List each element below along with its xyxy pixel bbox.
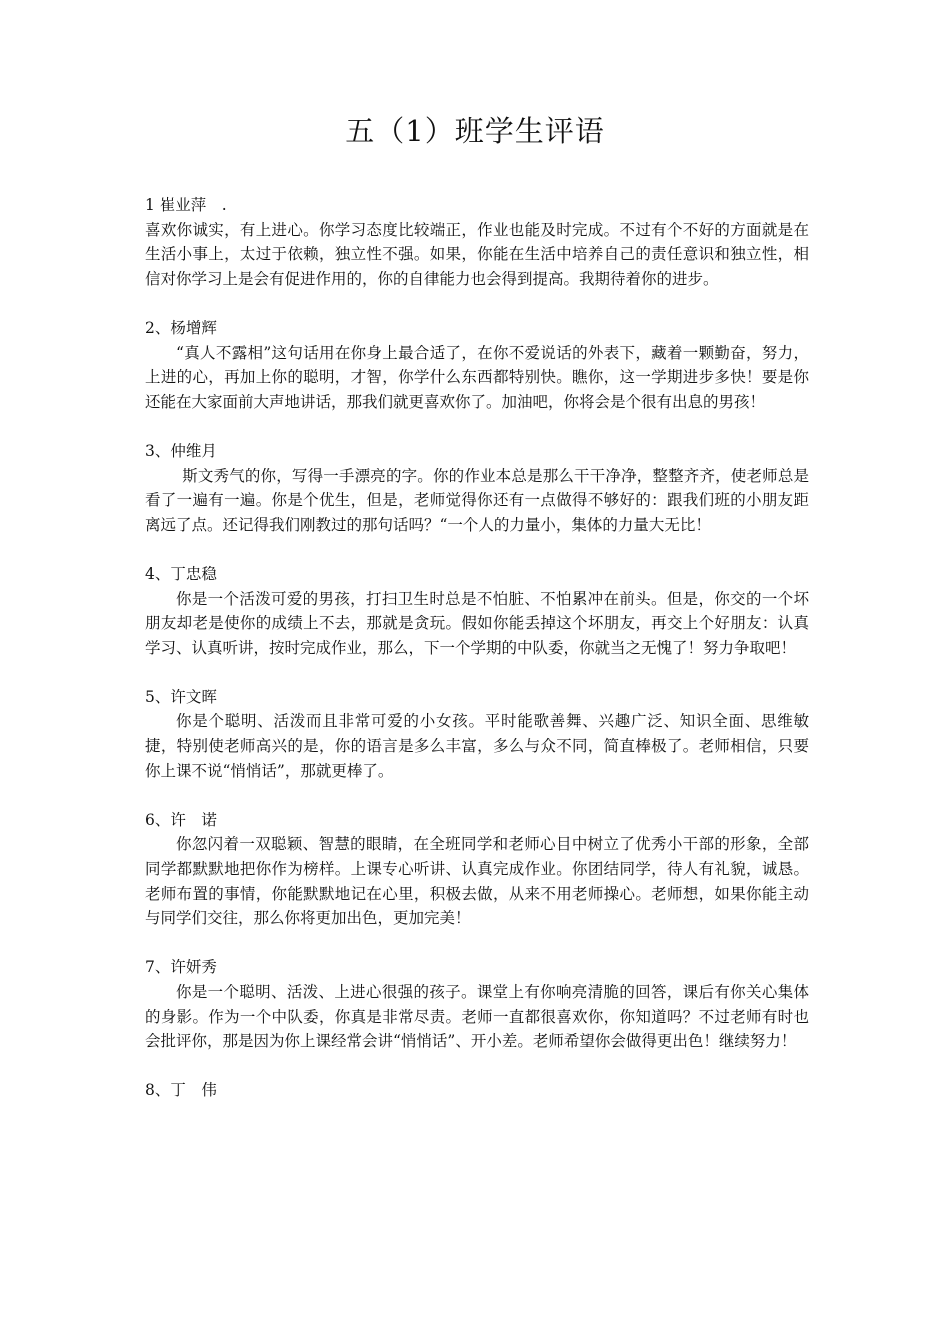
student-comment-1 — [145, 193, 809, 291]
student-comment-4 — [145, 562, 809, 660]
student-comment-text: “真人不露相”这句话用在你身上最合适了，在你不爱说话的外表下，藏着一颗勤奋，努力，上进的心，再加上你的聪明，才智，你学什么东西都特别快。瞧你，这一学期进步多快！要是你还能在大家面前大声地讲话，那我们就更喜欢你了。加油吧，你将会是个很有出息的男孩！ — [145, 343, 809, 411]
student-comment-text: 你是个聪明、活泼而且非常可爱的小女孩。平时能歌善舞、兴趣广泛、知识全面、思维敏捷，特别使老师高兴的是，你的语言是多么丰富，多么与众不同，简直棒极了。老师相信，只要你上课不说“悄悄话”，那就更棒了。 — [145, 712, 809, 780]
comments-list — [145, 193, 809, 1128]
student-comment-text: 你是一个聪明、活泼、上进心很强的孩子。课堂上有你响亮清脆的回答，课后有你关心集体的身影。作为一个中队委，你真是非常尽责。老师一直都很喜欢你，你知道吗？不过老师有时也会批评你，那是因为你上课经常会讲“悄悄话”、开小差。老师希望你会做得更出色！继续努力！ — [145, 983, 809, 1051]
student-comment-6 — [145, 808, 809, 931]
student-heading: 1 崔业萍 . — [145, 196, 227, 214]
student-comment-text: 你忽闪着一双聪颖、智慧的眼睛，在全班同学和老师心目中树立了优秀小干部的形象，全部同学都默默地把你作为榜样。上课专心听讲、认真完成作业。你团结同学，待人有礼貌，诚恳。老师布置的事情，你能默默地记在心里，积极去做，从来不用老师操心。老师想，如果你能主动与同学们交往，那么你将更加出色，更加完美！ — [145, 835, 809, 928]
student-heading: 4、丁忠稳 — [145, 564, 217, 583]
document-title: 五（1）班学生评语 — [345, 114, 605, 148]
student-heading: 2、杨增辉 — [145, 318, 217, 337]
student-comment-7 — [145, 955, 809, 1053]
student-comment-3 — [145, 439, 809, 537]
student-comment-text: 喜欢你诚实，有上进心。你学习态度比较端正，作业也能及时完成。不过有个不好的方面就是在生活小事上，太过于依赖，独立性不强。如果，你能在生活中培养自己的责任意识和独立性，相信对你学习上是会有促进作用的，你的自律能力也会得到提高。我期待着你的进步。 — [145, 220, 809, 288]
student-comment-text: 斯文秀气的你，写得一手漂亮的字。你的作业本总是那么干干净净，整整齐齐，使老师总是看了一遍有一遍。你是个优生，但是，老师觉得你还有一点做得不够好的：跟我们班的小朋友距离远了点。还记得我们刚教过的那句话吗？“一个人的力量小，集体的力量大无比！ — [145, 466, 809, 534]
student-heading: 7、许妍秀 — [145, 958, 217, 977]
student-comment-2 — [145, 316, 809, 414]
student-heading: 6、许 诺 — [145, 810, 217, 829]
student-comment-8 — [145, 1078, 809, 1103]
student-comment-5 — [145, 685, 809, 783]
student-heading: 8、丁 伟 — [145, 1081, 217, 1100]
student-heading: 5、许文晖 — [145, 687, 217, 706]
student-comment-text: 你是一个活泼可爱的男孩，打扫卫生时总是不怕脏、不怕累冲在前头。但是，你交的一个坏朋友却老是使你的成绩上不去，那就是贪玩。假如你能丢掉这个坏朋友，再交上个好朋友：认真学习、认真听讲，按时完成作业，那么，下一个学期的中队委，你就当之无愧了！努力争取吧！ — [145, 589, 809, 657]
student-heading: 3、仲维月 — [145, 441, 217, 460]
